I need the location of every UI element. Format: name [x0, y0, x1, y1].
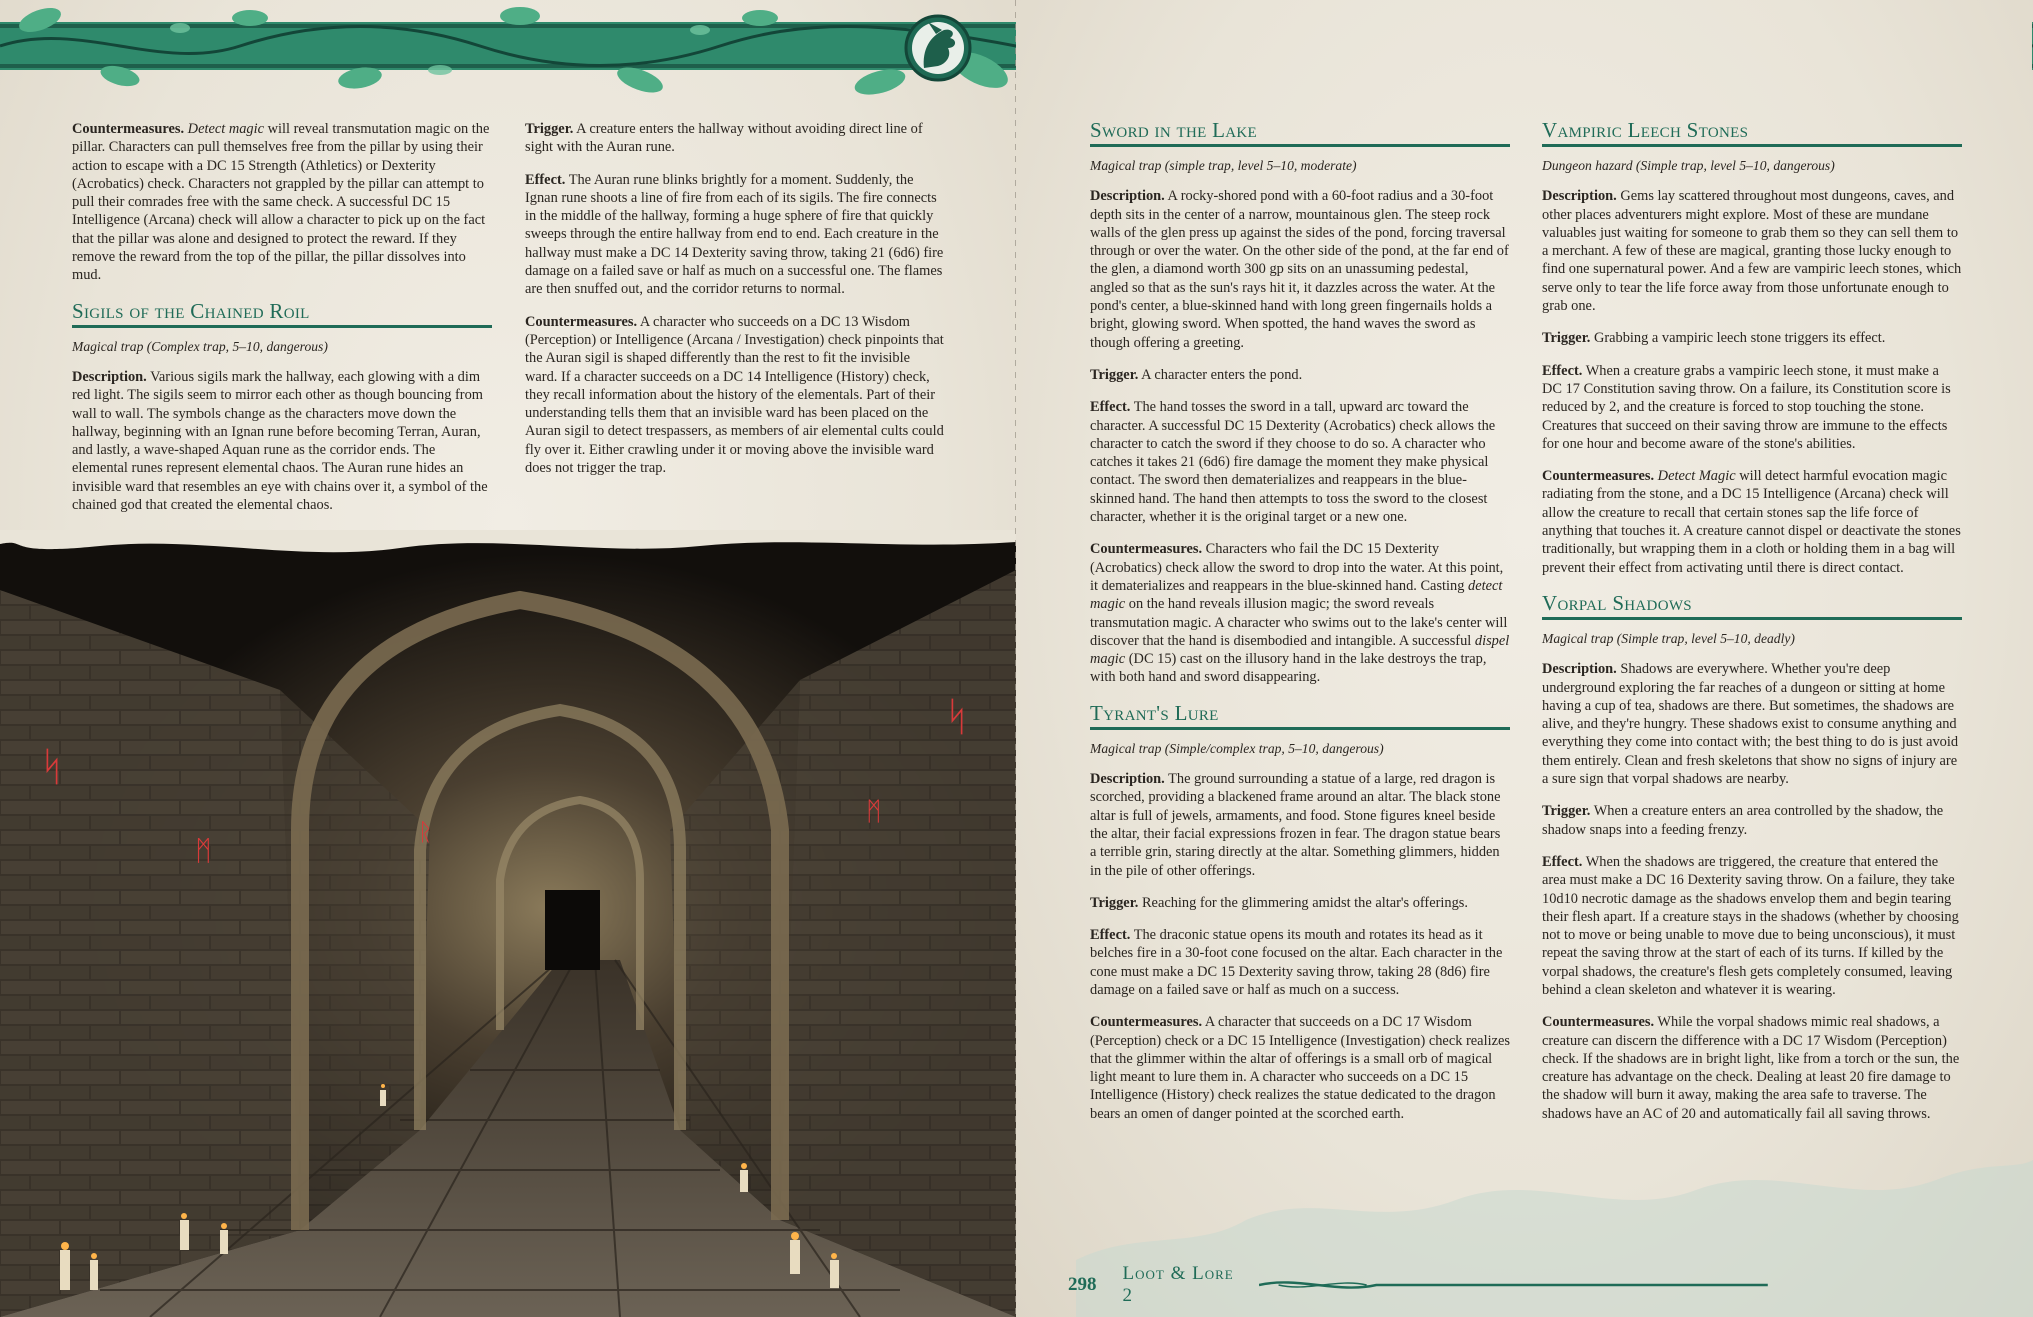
left-column-2: [525, 120, 945, 491]
left-page: [0, 0, 1016, 1317]
book-title: Loot & Lore 2: [1122, 1263, 1234, 1306]
vorpal-effect: Effect. When the shadows are triggered, the creature that entered the area must make a DC 16 Dexterity saving throw. On a failure, they take 10d10 necrotic damage as the shadows envelop them and begin tearing their flesh apart. If a creature stays in the shadows (whether by choosing not to move or being unable to move due to being unconscious), it must repeat the saving throw at the start of each of its turns. If killed by the vorpal shadows, the creature's flesh gets completely consumed, leaving behind a clean skeleton and whatever it is wearing.: [1542, 853, 1959, 998]
section-heading-leech: Vampiric Leech Stones: [1542, 118, 1962, 147]
section-subtitle-leech: Dungeon hazard (Simple trap, level 5–10, dangerous): [1542, 158, 1835, 173]
tyrant-trigger: Trigger. Reaching for the glimmering amidst the altar's offerings.: [1090, 894, 1468, 911]
dungeon-corridor-illustration: [0, 530, 1016, 1317]
svg-text:ᛋ: ᛋ: [40, 744, 64, 790]
svg-text:ᛋ: ᛋ: [945, 694, 969, 740]
tyrant-countermeasures: Countermeasures. A character that succeeds on a DC 17 Wisdom (Perception) check or a DC 15 Intelligence (Investigation) check realizes that the glimmer within the altar of offerings is a small orb of magical light meant to lure them in. A character who succeeds on a DC 15 Intelligence (History) check realizes the statue dedicated to the dragon bears an omen of danger pointed at the scorched earth.: [1090, 1014, 1510, 1122]
sigils-effect: Effect. The Auran rune blinks brightly for a moment. Suddenly, the Ignan rune shoots a line of fire from each of its sigils. The fire connects in the middle of the hallway, forming a huge sphere of fire that quickly sweeps through the entire hallway from end to end. Each creature in the hallway must make a DC 14 Dexterity saving throw, taking 21 (6d6) fire damage on a failed save or half as much on a successful one. The flames are then snuffed out, and the corridor returns to normal.: [525, 171, 944, 298]
section-subtitle-sword: Magical trap (simple trap, level 5–10, moderate): [1090, 158, 1357, 173]
section-subtitle-vorpal: Magical trap (Simple trap, level 5–10, deadly): [1542, 630, 1795, 646]
svg-text:ᛗ: ᛗ: [866, 797, 882, 827]
pillar-countermeasures: Countermeasures. Detect magic will reveal transmutation magic on the pillar. Characters can pull themselves free from the pillar by using their action to escape with a DC 15 Strength (Athletics) or Dexterity (Acrobatics) check. Characters not grappled by the pillar can attempt to pull their comrades free with the same check. A successful DC 15 Intelligence (Arcana) check will allow a character to pick up on the fact that the pillar was alone and designed to protect the reward. If they remove the reward from the top of the pillar, the pillar dissolves into mud.: [72, 121, 490, 284]
tyrant-effect: Effect. The draconic statue opens its mouth and rotates its head as it belches fire in a 30-foot cone focused on the altar. Each character in the cone must make a DC 15 Dexterity saving throw, taking 28 (8d6) fire damage on a failed save or half as much on a success.: [1090, 927, 1503, 998]
sigils-countermeasures: Countermeasures. A character who succeeds on a DC 13 Wisdom (Perception) or Intelligence (Arcana / Investigation) check pinpoints that the Auran sigil is shaped differently than the rest to fit the invisible ward. If a character succeeds on a DC 14 Intelligence (History) check, they recall information about the history of the elementals. Part of their understanding tells them that an invisible ward has been placed on the Auran sigil to detect trespassers, as members of air elemental cults could fly over it. Either crawling under it or moving above the invisible ward does not trigger the trap.: [525, 313, 944, 477]
section-subtitle-tyrant: Magical trap (Simple/complex trap, 5–10, dangerous): [1090, 740, 1384, 756]
page-number: 298: [1068, 1274, 1097, 1295]
sigils-trigger: Trigger. A creature enters the hallway without avoiding direct line of sight with the Auran rune.: [525, 121, 923, 156]
section-heading-sigils: Sigils of the Chained Roil: [72, 299, 492, 328]
right-column-2: [1542, 118, 1962, 1137]
leech-trigger: Trigger. Grabbing a vampiric leech stone triggers its effect.: [1542, 330, 1886, 347]
sword-effect: Effect. The hand tosses the sword in a tall, upward arc toward the character. A successful DC 15 Dexterity (Acrobatics) check allows the character to catch the sword if they choose to do so. A character who catches it takes 21 (6d6) fire damage the moment they make physical contact. The sword then dematerializes and reappears in the blue-skinned hand. The hand then attempts to toss the sword to the closest character, whether it is the original target or a new one.: [1090, 399, 1496, 526]
vorpal-countermeasures: Countermeasures. While the vorpal shadows mimic real shadows, a creature can discern the difference with a DC 17 Wisdom (Perception) check. If the shadows are in bright light, like from a torch or the sun, the creature has advantage on the check. Dealing at least 20 fire damage to the shadow will burn it away, making the area safe to traverse. The shadows have an AC of 20 and automatically fail all saving throws.: [1542, 1014, 1960, 1122]
footer-flourish-icon: [1259, 1274, 1768, 1296]
right-page: [1016, 0, 2033, 1317]
section-subtitle-sigils: Magical trap (Complex trap, 5–10, dangerous): [72, 338, 328, 354]
right-column-1: [1090, 118, 1510, 1137]
sword-trigger: Trigger. A character enters the pond.: [1090, 366, 1303, 383]
page-footer: [1068, 1263, 1768, 1306]
section-heading-tyrant: Tyrant's Lure: [1090, 701, 1510, 730]
tyrant-description: Description. The ground surrounding a statue of a large, red dragon is scorched, providing a blackened frame around an altar. The black stone altar is full of jewels, armaments, and food. Stone figures kneel beside the altar, their facial expressions frozen in fear. The dragon statue bears a terrible grin, staring directly at the altar. Something glimmers, hidden in the pile of other offerings.: [1090, 771, 1501, 879]
vorpal-trigger: Trigger. When a creature enters an area controlled by the shadow, the shadow snaps into a feeding frenzy.: [1542, 803, 1944, 838]
leech-effect: Effect. When a creature grabs a vampiric leech stone, it must make a DC 17 Constitution saving throw. On a failure, its Constitution score is reduced by 2, and the creature is forced to stop touching the stone. Creatures that succeed on their saving throw are immune to the effects for one hour and become aware of the stone's abilities.: [1542, 362, 1951, 452]
left-vine-banner: [0, 0, 1016, 96]
svg-text:ᚱ: ᚱ: [418, 818, 433, 846]
leech-description: Description. Gems lay scattered throughout most dungeons, caves, and other places adventurers might explore. Most of these are mundane valuables just waiting for someone to grab them so they can sell them to a merchant. A few of these are magical, granting those lucky enough to find one supernatural power. And a few are vampiric leech stones, which serve only to tear the life force away from those unfortunate enough to grab one.: [1542, 188, 1962, 315]
section-heading-sword: Sword in the Lake: [1090, 118, 1510, 147]
sword-countermeasures: Countermeasures. Characters who fail the DC 15 Dexterity (Acrobatics) check allow the sword to drop into the water. At this point, it dematerializes and reappears in the blue-skinned hand. Casting detect magic on the hand reveals illusion magic; the sword reveals transmutation magic. A character who swims out to the lake's center will discover that the hand is disembodied and intangible. A successful dispel magic (DC 15) cast on the illusory hand in the lake destroys the trap, with both hand and sword disappearing.: [1090, 541, 1510, 686]
sword-description: Description. A rocky-shored pond with a 60-foot radius and a 30-foot depth sits in the center of a narrow, mountainous glen. The steep rock walls of the glen press up against the sides of the pond, forcing traversal through or over the water. On the other side of the pond, at the far end of the glen, a diamond worth 300 gp sits on an unassuming pedestal, angled so that as the sun's rays hit it, it dazzles across the water. At the pond's center, a blue-skinned hand with long green fingernails holds a bright, glowing sword. When spotted, the hand waves the sword as though offering a greeting.: [1090, 188, 1509, 351]
leech-countermeasures: Countermeasures. Detect Magic will detect harmful evocation magic radiating from the stone, and a DC 15 Intelligence (Arcana) check will allow the creature to recall that certain stones sap the life force of anything that touches it. A creature cannot dispel or deactivate the stones traditionally, but wrapping them in a cloth or holding them in a bag will prevent their effect from activating until there is direct contact.: [1542, 468, 1961, 576]
sigils-description: Description. Various sigils mark the hallway, each glowing with a dim red light. The sigils seem to mirror each other as though bouncing from wall to wall. The symbols change as the characters move down the hallway, beginning with an Ignan rune before becoming Terran, Auran, and lastly, a wave-shaped Aquan rune as the corridor ends. The elemental runes represent elemental chaos. The Auran rune hides an invisible ward that resembles an eye with chains over it, a symbol of the chained god that created the elemental chaos.: [72, 368, 488, 514]
vorpal-description: Description. Shadows are everywhere. Whether you're deep underground exploring the far reaches of a dungeon or sitting at home having a cup of tea, shadows are there. But sometimes, the shadows are alive, and they're hungry. These shadows exist to consume anything and everything they come into contact with; the best thing to do is just avoid them entirely. Clean and fresh skeletons that show no signs of injury are a sure sign that vorpal shadows are nearby.: [1542, 661, 1959, 788]
left-column-1: [72, 120, 492, 528]
section-heading-vorpal: Vorpal Shadows: [1542, 591, 1962, 620]
dragon-emblem-icon: [906, 16, 970, 80]
svg-text:ᛗ: ᛗ: [195, 834, 212, 867]
